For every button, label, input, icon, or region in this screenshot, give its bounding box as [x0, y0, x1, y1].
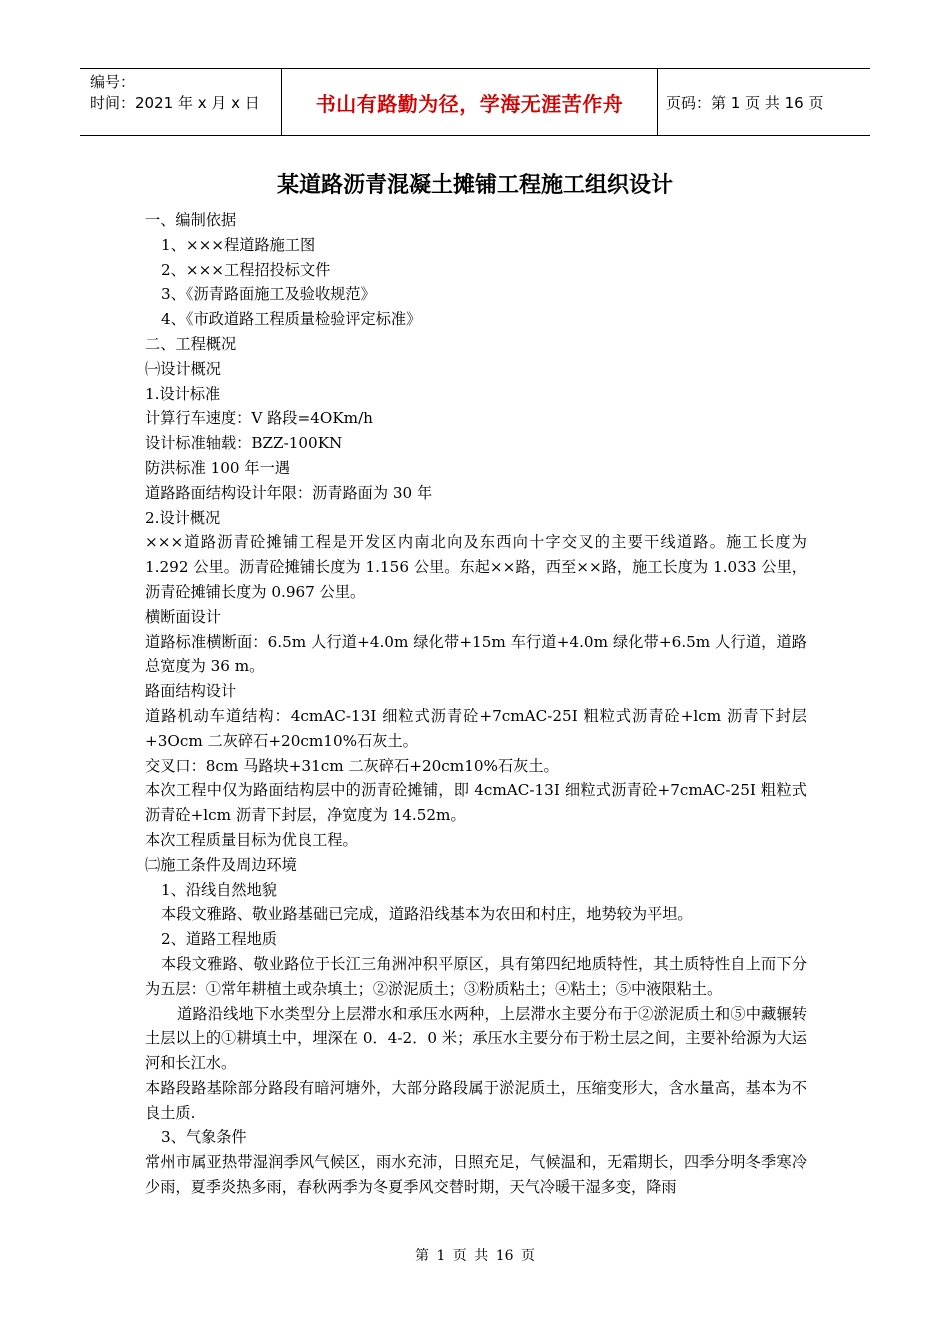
header-motto-cell	[282, 69, 658, 135]
paragraph: ㈡施工条件及周边环境	[145, 855, 297, 874]
header-meta-cell	[80, 69, 282, 135]
motto-text: 书山有路勤为径，学海无涯苦作舟	[315, 91, 624, 116]
document-number-label: 编号：	[90, 73, 136, 91]
paragraph: 计算行车速度：V 路段=4OKm/h	[145, 409, 373, 428]
document-title: 某道路沥青混凝土摊铺工程施工组织设计	[276, 172, 673, 198]
document-date: 时间：2021 年 x 月 x 日	[90, 94, 260, 112]
paragraph: 2、×××工程招投标文件	[161, 260, 331, 279]
paragraph: 1.设计标准	[145, 384, 221, 403]
paragraph: 二、工程概况	[145, 334, 237, 353]
paragraph: 交叉口：8cm 马路块+31cm 二灰碎石+20cm10%石灰土。	[145, 756, 559, 775]
paragraph: 本次工程中仅为路面结构层中的沥青砼摊铺，即 4cmAC-13I 细粒式沥青砼+7cmAC-25I 粗粒式沥青砼+lcm 沥青下封层，净宽度为 14.52m。	[145, 781, 807, 825]
paragraph: 道路沿线地下水类型分上层滞水和承压水两种，上层滞水主要分布于②淤泥质土和⑤中藏辗转土层以上的①耕填土中，埋深在 0．4-2．0 米；承压水主要分布于粉土层之间，主要补给源为大运河和长江水。	[145, 1004, 807, 1073]
paragraph: 1、×××程道路施工图	[161, 235, 316, 254]
paragraph: 本段文雅路、敬业路位于长江三角洲冲积平原区，具有第四纪地质特性，其土质特性自上而下分为五层：①常年耕植土或杂填土；②淤泥质土；③粉质粘土；④粘土；⑤中液限粘土。	[145, 954, 807, 998]
paragraph: 一、编制依据	[145, 211, 237, 229]
paragraph: 4、《市政道路工程质量检验评定标准》	[161, 310, 422, 329]
paragraph: 2、道路工程地质	[161, 930, 277, 949]
paragraph: 设计标准轴载：BZZ-100KN	[145, 434, 343, 453]
document-body	[145, 208, 807, 1200]
paragraph: 道路标准横断面：6.5m 人行道+4.0m 绿化带+15m 车行道+4.0m 绿化带+6.5m 人行道，道路总宽度为 36 m。	[145, 632, 807, 676]
paragraph: 道路机动车道结构：4cmAC-13I 细粒式沥青砼+7cmAC-25I 粗粒式沥青砼+lcm 沥青下封层+3Ocm 二灰碎石+20cm10%石灰土。	[145, 706, 807, 750]
paragraph: 本路段路基除部分路段有暗河塘外，大部分路段属于淤泥质土，压缩变形大，含水量高，基本为不良土质.	[145, 1078, 807, 1122]
paragraph: ㈠设计概况	[145, 359, 221, 378]
header-page-cell	[658, 69, 870, 135]
page-header	[80, 68, 870, 136]
paragraph: 1、沿线自然地貌	[161, 880, 277, 899]
paragraph: 本次工程质量目标为优良工程。	[145, 830, 358, 849]
page-number-info: 页码：第 1 页 共 16 页	[666, 93, 824, 112]
paragraph: 横断面设计	[145, 607, 221, 626]
page-footer: 第 1 页 共 16 页	[415, 1248, 535, 1264]
paragraph: 3、《沥青路面施工及验收规范》	[161, 285, 376, 304]
paragraph: 本段文雅路、敬业路基础已完成，道路沿线基本为农田和村庄，地势较为平坦。	[161, 905, 693, 924]
paragraph: ×××道路沥青砼摊铺工程是开发区内南北向及东西向十字交叉的主要干线道路。施工长度为 1.292 公里。沥青砼摊铺长度为 1.156 公里。东起××路，西至××路，施工长度为 1.033 公里，沥青砼摊铺长度为 0.967 公里。	[145, 533, 807, 601]
paragraph: 道路路面结构设计年限：沥青路面为 30 年	[145, 483, 433, 502]
paragraph: 路面结构设计	[145, 682, 237, 701]
paragraph: 常州市属亚热带湿润季风气候区，雨水充沛，日照充足，气候温和，无霜期长，四季分明冬季寒冷少雨，夏季炎热多雨，春秋两季为冬夏季风交替时期，天气冷暖干湿多变，降雨	[145, 1153, 807, 1197]
paragraph: 2.设计概况	[145, 508, 221, 527]
paragraph: 3、气象条件	[161, 1128, 247, 1147]
paragraph: 防洪标准 100 年一遇	[145, 458, 290, 477]
